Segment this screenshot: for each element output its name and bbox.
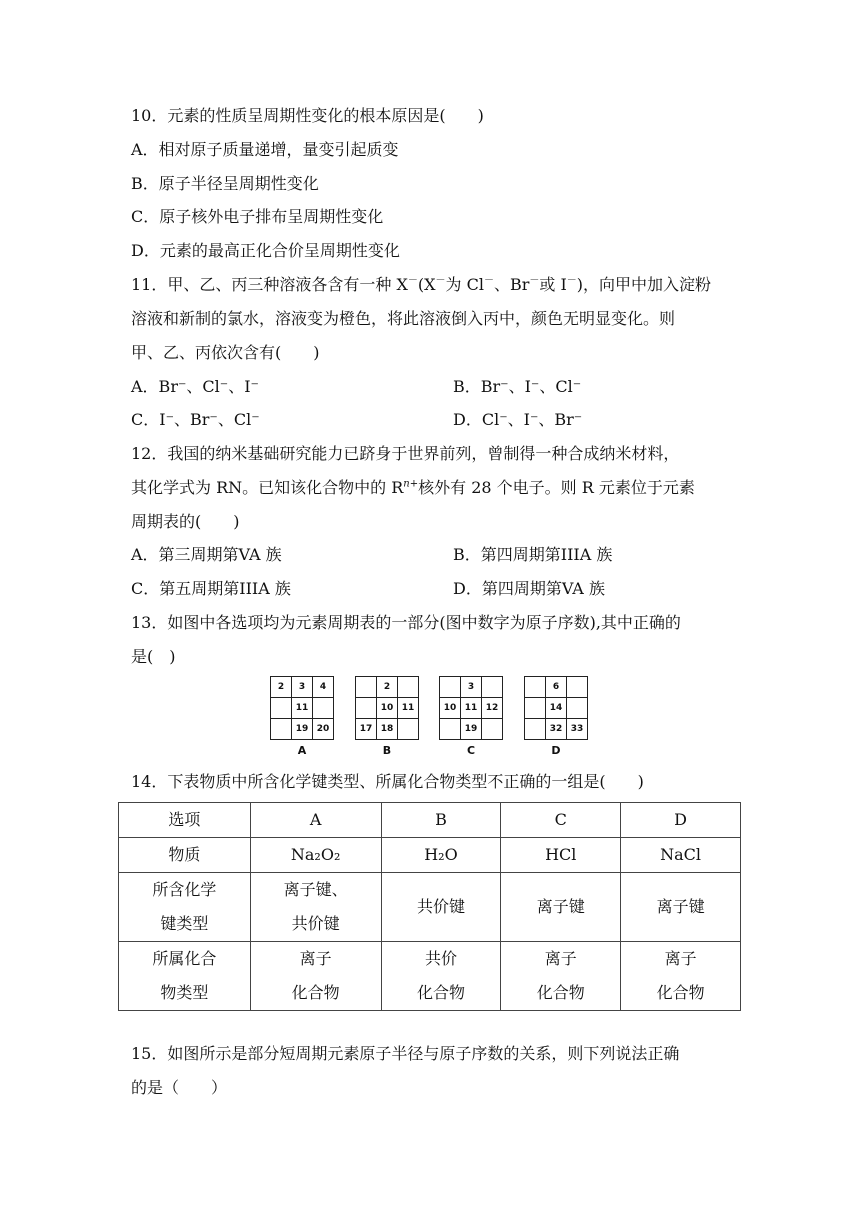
grid-b-label: B [382,744,392,757]
cell: 20 [313,719,334,740]
table-row [119,942,741,1011]
table-cell: Na₂O₂ [250,838,381,873]
grid-d [524,676,588,757]
table-cell: 共价键 [381,873,501,942]
cell: 32 [546,719,567,740]
table-cell: H₂O [381,838,501,873]
q13-stem-line1: 13．如图中各选项均为元素周期表的一部分(图中数字为原子序数),其中正确的 [131,613,681,632]
q11-option-d: D．Cl⁻、I⁻、Br⁻ [453,410,583,429]
table-cell: 离子 化合物 [501,942,621,1011]
q12-stem-line1: 12．我国的纳米基础研究能力已跻身于世界前列，曾制得一种合成纳米材料， [131,444,680,463]
cell [313,698,334,719]
table-cell: 物质 [119,838,251,873]
table-cell: 离子键 [621,873,741,942]
table-cell: NaCl [621,838,741,873]
periodic-table-fragments [270,676,590,764]
q11-stem-line1: 11．甲、乙、丙三种溶液各含有一种 X－(X－为 Cl－、Br－或 I－)，向甲中加入淀粉 [131,275,712,294]
q15-stem-line1: 15．如图所示是部分短周期元素原子半径与原子序数的关系，则下列说法正确 [131,1044,680,1063]
q12-option-b: B．第四周期第IIIA 族 [453,545,613,564]
q12-option-a: A．第三周期第VA 族 [131,545,282,564]
q10-stem: 10．元素的性质呈周期性变化的根本原因是( ) [131,106,484,125]
q13-stem-line2: 是( ) [131,647,176,666]
q14-stem: 14．下表物质中所含化学键类型、所属化合物类型不正确的一组是( ) [131,772,644,791]
cell: 4 [313,677,334,698]
q11-stem-line2: 溶液和新制的氯水，溶液变为橙色，将此溶液倒入丙中，颜色无明显变化。则 [131,309,676,328]
q11-stem-line3: 甲、乙、丙依次含有( ) [131,343,320,362]
table-cell: D [621,803,741,838]
table-cell: B [381,803,501,838]
grid-a [270,676,334,757]
q14-table [118,802,741,1011]
cell [440,719,461,740]
cell: 12 [482,698,503,719]
table-cell: 离子 化合物 [621,942,741,1011]
cell [525,677,546,698]
table-cell: C [501,803,621,838]
table-cell: A [250,803,381,838]
cell: 10 [377,698,398,719]
table-row [119,838,741,873]
cell: 14 [546,698,567,719]
cell [398,677,419,698]
q10-option-a: A．相对原子质量递增，量变引起质变 [131,140,399,159]
q15-stem-line2: 的是（ ） [131,1078,228,1097]
cell [567,677,588,698]
cell [567,698,588,719]
grid-d-label: D [551,744,561,757]
cell: 2 [271,677,292,698]
cell [482,719,503,740]
table-cell: 离子 化合物 [250,942,381,1011]
table-row [119,803,741,838]
q12-option-d: D．第四周期第VA 族 [453,579,605,598]
table-cell: HCl [501,838,621,873]
grid-c [439,676,503,757]
cell [356,677,377,698]
q10-option-c: C．原子核外电子排布呈周期性变化 [131,207,384,226]
cell: 33 [567,719,588,740]
cell [482,677,503,698]
grid-a-label: A [297,744,307,757]
cell: 17 [356,719,377,740]
cell: 2 [377,677,398,698]
q11-option-a: A．Br⁻、Cl⁻、I⁻ [131,377,259,396]
cell [356,698,377,719]
cell [271,698,292,719]
cell: 10 [440,698,461,719]
cell [525,698,546,719]
cell: 11 [292,698,313,719]
cell: 3 [292,677,313,698]
cell: 19 [292,719,313,740]
table-row [119,873,741,942]
q12-stem-line2: 其化学式为 RN。已知该化合物中的 $R^{n+}$核外有 28 个电子。则 R 元素位于元素 [131,478,695,497]
q11-option-c: C．I⁻、Br⁻、Cl⁻ [131,410,260,429]
table-cell: 离子键 [501,873,621,942]
table-cell: 所含化学 键类型 [119,873,251,942]
grid-c-label: C [466,744,476,757]
q10-option-b: B．原子半径呈周期性变化 [131,174,319,193]
cell: 18 [377,719,398,740]
cell [398,719,419,740]
grid-b [355,676,419,757]
cell: 3 [461,677,482,698]
table-cell: 离子键、 共价键 [250,873,381,942]
q10-option-d: D．元素的最高正化合价呈周期性变化 [131,241,400,260]
table-cell: 选项 [119,803,251,838]
q12-option-c: C．第五周期第IIIA 族 [131,579,291,598]
q12-stem-line3: 周期表的( ) [131,512,240,531]
table-cell: 所属化合 物类型 [119,942,251,1011]
cell: 6 [546,677,567,698]
table-cell: 共价 化合物 [381,942,501,1011]
cell: 19 [461,719,482,740]
q11-option-b: B．Br⁻、I⁻、Cl⁻ [453,377,582,396]
cell [525,719,546,740]
cell: 11 [461,698,482,719]
cell [271,719,292,740]
cell: 11 [398,698,419,719]
cell [440,677,461,698]
